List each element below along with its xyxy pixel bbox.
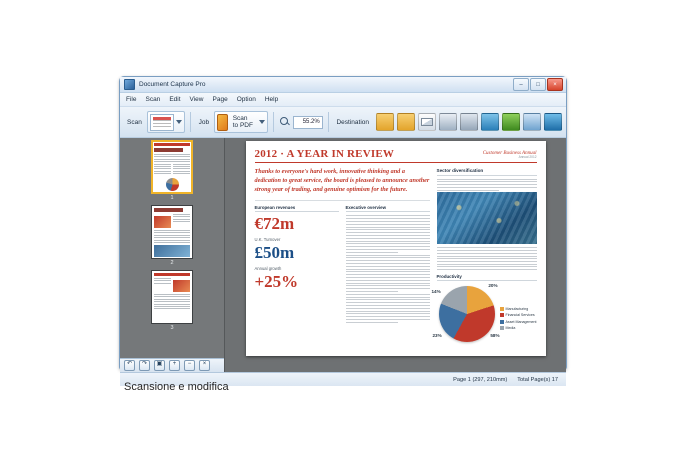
legend-label: Financial Services [505, 313, 535, 318]
document-brand [483, 151, 537, 160]
scan-thumbnail-icon [150, 114, 174, 131]
document-viewer[interactable] [225, 138, 566, 372]
thumbnail-content [154, 273, 190, 321]
pie-label-asset: 23% [432, 333, 442, 339]
rotate-left-icon[interactable]: ↶ [124, 360, 135, 371]
brand-line-1: Customer Business Annual [482, 150, 537, 156]
folder-save-icon[interactable] [397, 113, 415, 131]
main-toolbar [120, 107, 566, 138]
thumbnail-number: 2 [170, 260, 174, 266]
thumbnail-list[interactable] [120, 138, 224, 358]
folder-icon[interactable] [376, 113, 394, 131]
document-page [246, 141, 546, 356]
document-title: 2012 · A YEAR IN REVIEW [254, 148, 395, 160]
sharepoint-icon[interactable] [523, 113, 541, 131]
destination-label: Destination [336, 118, 369, 126]
metric-euro-caption: U.K. Turnover [254, 237, 281, 243]
window-titlebar[interactable] [120, 77, 566, 93]
zoom-group [279, 116, 323, 129]
menu-edit[interactable]: Edit [169, 96, 181, 103]
sector-body-text [437, 247, 537, 270]
legend-swatch [500, 307, 504, 311]
printer-icon[interactable] [439, 113, 457, 131]
menubar [120, 93, 566, 107]
sector-intro-text [437, 179, 537, 191]
european-revenues-heading: European revenues [255, 205, 339, 213]
window-body [120, 138, 566, 372]
pdf-icon [217, 114, 228, 131]
job-group [196, 111, 268, 133]
page-info: Page 1 (297, 210mm) [453, 376, 508, 383]
metric-growth-value: +25% [254, 272, 299, 292]
thumbnail-content [154, 143, 190, 191]
window-title: Document Capture Pro [139, 81, 206, 88]
pie-graphic [431, 283, 500, 345]
scan-preview-button[interactable] [147, 111, 185, 133]
device-icon[interactable] [460, 113, 478, 131]
thumbnail-item-1[interactable] [120, 140, 224, 201]
european-revenues-column [255, 205, 339, 354]
executive-overview-text [346, 215, 430, 322]
document-right-column [431, 168, 537, 354]
add-page-icon[interactable]: + [169, 360, 180, 371]
thumbnail-number: 1 [170, 195, 174, 201]
close-page-icon[interactable]: × [199, 360, 210, 371]
menu-scan[interactable]: Scan [145, 96, 161, 103]
legend-item [500, 313, 537, 317]
thumbnail-number: 3 [170, 325, 174, 331]
menu-option[interactable]: Option [236, 96, 256, 103]
menu-page[interactable]: Page [212, 96, 228, 103]
legend-item [500, 320, 537, 324]
chevron-down-icon[interactable] [176, 120, 182, 124]
destination-group [333, 113, 562, 131]
chevron-down-icon[interactable] [259, 120, 265, 124]
pie-label-financial: 58% [490, 333, 500, 339]
cloud-icon[interactable] [544, 113, 562, 131]
executive-overview-column [346, 205, 430, 354]
sector-photo [437, 192, 537, 244]
figure-caption: Scansione e modifica [124, 381, 229, 393]
magnifier-icon[interactable] [279, 116, 291, 128]
job-label[interactable]: Job [198, 118, 210, 126]
menu-file[interactable]: File [126, 96, 137, 103]
thumbnail-toolbar [120, 358, 224, 372]
executive-overview-heading: Executive overview [346, 205, 430, 213]
zoom-level-field[interactable]: 55.2% [293, 116, 323, 129]
minimize-button[interactable]: – [513, 78, 529, 91]
document-left-column [255, 168, 430, 354]
destination-icons [376, 113, 562, 131]
menu-help[interactable]: Help [264, 96, 279, 103]
close-button[interactable]: × [547, 78, 563, 91]
pie-legend [500, 299, 537, 331]
pie-slices [439, 286, 495, 342]
legend-swatch [500, 320, 504, 324]
legend-swatch [500, 326, 504, 330]
evernote-icon[interactable] [502, 113, 520, 131]
web-upload-icon[interactable] [481, 113, 499, 131]
document-header [255, 148, 537, 163]
legend-item [500, 326, 537, 330]
application-icon [124, 79, 135, 90]
brand-line-2: Annual 2012 [518, 155, 537, 160]
sector-diversification-heading: Sector diversification [437, 168, 537, 176]
legend-item [500, 307, 537, 311]
pie-label-media: 14% [431, 289, 441, 295]
job-select[interactable] [214, 111, 268, 133]
thumbnail-item-3[interactable] [120, 270, 224, 331]
metric-gbp-value: £50m [254, 243, 295, 263]
scan-group [124, 111, 185, 133]
metric-euro-value: €72m [254, 214, 295, 234]
thumbnail-content [154, 208, 190, 256]
toolbar-divider [328, 112, 329, 132]
email-icon[interactable] [418, 113, 436, 131]
thumbnail-page[interactable] [151, 205, 193, 259]
legend-label: Manufacturing [505, 306, 529, 311]
total-pages: Total Page(s) 17 [517, 376, 558, 383]
legend-label: Media [505, 326, 516, 331]
toolbar-divider [273, 112, 274, 132]
rotate-right-icon[interactable]: ↷ [139, 360, 150, 371]
toolbar-divider [190, 112, 191, 132]
metric-gbp-caption: Annual growth [254, 266, 282, 272]
document-lede: Thanks to everyone's hard work, innovative thinking and a dedication to great service, the board is pleased to announce another strong year of trading, and genuine optimism for the future. [255, 168, 430, 201]
scan-label[interactable]: Scan [127, 118, 142, 126]
remove-page-icon[interactable]: − [184, 360, 195, 371]
thumbnail-item-2[interactable] [120, 205, 224, 266]
chart-heading: Productivity [437, 274, 537, 282]
pie-chart [431, 283, 537, 345]
document-subcolumns [255, 205, 430, 354]
menu-view[interactable]: View [189, 96, 204, 103]
scan-to-pdf-label: Scan to PDF [232, 115, 253, 129]
legend-swatch [500, 313, 504, 317]
maximize-button[interactable]: □ [530, 78, 546, 91]
application-window [119, 76, 567, 383]
delete-page-icon[interactable]: ▣ [154, 360, 165, 371]
document-columns [255, 168, 537, 354]
thumbnail-panel [120, 138, 225, 372]
window-controls [513, 78, 563, 91]
thumbnail-page[interactable] [151, 140, 193, 194]
pie-label-manufacturing: 20% [488, 283, 498, 289]
thumbnail-page[interactable] [151, 270, 193, 324]
legend-label: Asset Management [505, 319, 537, 324]
